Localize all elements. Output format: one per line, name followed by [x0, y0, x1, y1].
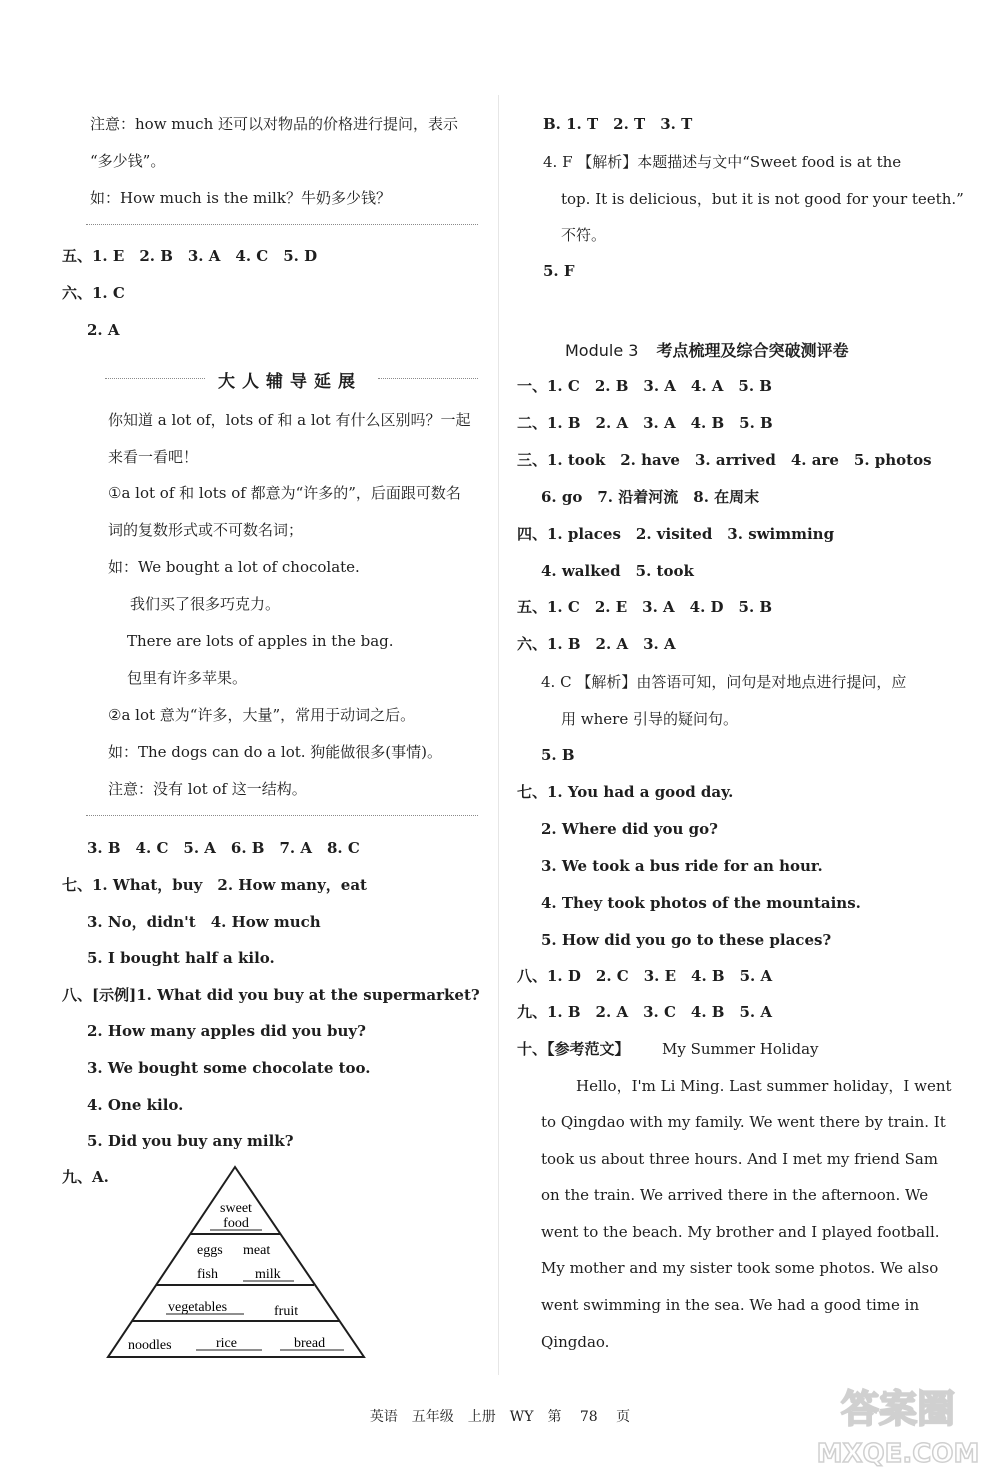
pyramid-label: food — [223, 1216, 249, 1231]
answer-line: 3. We bought some chocolate too. — [87, 1059, 371, 1077]
pyramid-label: noodles — [128, 1338, 172, 1353]
essay-title: My Summer Holiday — [662, 1040, 819, 1058]
analysis-line: 4. C 【解析】由答语可知，问句是对地点进行提问，应 — [541, 673, 907, 691]
answer-line: 3. We took a bus ride for an hour. — [541, 857, 823, 875]
essay-line: went swimming in the sea. We had a good time in — [541, 1296, 920, 1314]
module-heading — [565, 338, 848, 361]
essay-line: on the train. We arrived there in the afternoon. We — [541, 1186, 929, 1204]
dotted-divider — [105, 378, 205, 379]
pyramid-label: rice — [216, 1336, 237, 1351]
answer-section-8: 八、1. D 2. C 3. E 4. B 5. A — [517, 967, 773, 985]
answer-line: 5. Did you buy any milk? — [87, 1132, 294, 1150]
analysis-line: 不符。 — [561, 226, 607, 244]
answer-line: 4. One kilo. — [87, 1096, 184, 1114]
pyramid-label: meat — [243, 1243, 271, 1258]
answer-line: 5. F — [543, 262, 575, 280]
pyramid-label: milk — [255, 1267, 281, 1282]
answer-section-2: 二、1. B 2. A 3. A 4. B 5. B — [517, 414, 773, 432]
answer-line: 4. They took photos of the mountains. — [541, 894, 861, 912]
module-number: Module 3 — [565, 341, 639, 360]
pyramid-label: fruit — [274, 1304, 299, 1319]
essay-line: Hello，I'm Li Ming. Last summer holiday，I went — [576, 1077, 952, 1095]
pyramid-outline — [108, 1167, 364, 1357]
page-footer: 英语 五年级 上册 WY 第 78 页 — [369, 1409, 631, 1425]
answer-line: 6. go 7. 沿着河流 8. 在周末 — [541, 488, 760, 506]
answer-line: 5. B — [541, 746, 575, 764]
column-divider — [498, 95, 499, 1375]
watermark-url: MXQE.COM — [816, 1439, 980, 1469]
note-line: 注意：how much 还可以对物品的价格进行提问，表示 — [90, 115, 459, 133]
answer-line: 2. Where did you go? — [541, 820, 718, 838]
analysis-line: 用 where 引导的疑问句。 — [561, 710, 738, 728]
answer-section-4: 四、1. places 2. visited 3. swimming — [517, 525, 835, 543]
answer-section-10: 十、【参考范文】 — [517, 1040, 630, 1058]
answer-line: 3. No，didn't 4. How much — [87, 913, 321, 931]
extension-line: 如：We bought a lot of chocolate. — [108, 558, 360, 576]
analysis-line: 4. F 【解析】本题描述与文中“Sweet food is at the — [543, 153, 902, 171]
extension-line: ②a lot 意为“许多，大量”，常用于动词之后。 — [108, 706, 416, 724]
answer-section-6: 六、1. B 2. A 3. A — [517, 635, 676, 653]
extension-line: 来看一看吧！ — [108, 448, 199, 466]
answer-section-9: 九、1. B 2. A 3. C 4. B 5. A — [517, 1003, 772, 1021]
extension-line: 词的复数形式或不可数名词； — [108, 521, 304, 539]
note-line: 如：How much is the milk？牛奶多少钱？ — [90, 189, 391, 207]
essay-line: went to the beach. My brother and I played football. — [541, 1223, 940, 1241]
pyramid-label: bread — [294, 1336, 326, 1351]
answer-section-1: 一、1. C 2. B 3. A 4. A 5. B — [517, 377, 772, 395]
answer-section-b: B. 1. T 2. T 3. T — [543, 115, 693, 133]
answer-line: 2. A — [87, 321, 120, 339]
pyramid-label: vegetables — [168, 1300, 228, 1315]
essay-line: My mother and my sister took some photos. We also — [541, 1259, 939, 1277]
dotted-divider — [378, 378, 478, 379]
answer-line: 4. walked 5. took — [541, 562, 694, 580]
answer-section-7: 七、1. What，buy 2. How many，eat — [62, 876, 367, 894]
pyramid-label: fish — [197, 1267, 218, 1282]
answer-section-5: 五、1. C 2. E 3. A 4. D 5. B — [517, 598, 773, 616]
essay-line: took us about three hours. And I met my friend Sam — [541, 1150, 939, 1168]
dotted-divider — [86, 815, 478, 816]
answer-section-8: 八、[示例]1. What did you buy at the supermarket? — [62, 986, 480, 1004]
extension-line: There are lots of apples in the bag. — [127, 632, 394, 650]
module-title: 考点梳理及综合突破测评卷 — [656, 341, 849, 360]
essay-line: Qingdao. — [541, 1333, 610, 1351]
answer-section-9: 九、A. — [62, 1168, 109, 1186]
answer-section-3: 三、1. took 2. have 3. arrived 4. are 5. photos — [517, 451, 932, 469]
dotted-divider — [86, 224, 478, 225]
answer-line: 5. I bought half a kilo. — [87, 949, 275, 967]
extension-title: 大人辅导延展 — [218, 372, 362, 392]
extension-line: 你知道 a lot of，lots of 和 a lot 有什么区别吗？一起 — [108, 411, 471, 429]
note-line: “多少钱”。 — [90, 152, 166, 170]
answer-section-6: 六、1. C — [62, 284, 125, 302]
food-pyramid — [104, 1164, 370, 1364]
extension-line: 注意：没有 lot of 这一结构。 — [108, 780, 307, 798]
essay-line: to Qingdao with my family. We went there by train. It — [541, 1113, 946, 1131]
extension-line: ①a lot of 和 lots of 都意为“许多的”，后面跟可数名 — [108, 484, 461, 502]
pyramid-label: eggs — [197, 1243, 223, 1258]
pyramid-label: sweet — [220, 1201, 252, 1216]
watermark-text: 答案圈 — [840, 1387, 956, 1431]
answer-line: 3. B 4. C 5. A 6. B 7. A 8. C — [87, 839, 360, 857]
extension-line: 我们买了很多巧克力。 — [130, 595, 281, 613]
answer-section-5: 五、1. E 2. B 3. A 4. C 5. D — [62, 247, 318, 265]
extension-line: 包里有许多苹果。 — [127, 669, 248, 687]
answer-section-7: 七、1. You had a good day. — [517, 783, 734, 801]
extension-line: 如：The dogs can do a lot. 狗能做很多(事情)。 — [108, 743, 442, 761]
answer-line: 5. How did you go to these places? — [541, 931, 832, 949]
watermark-logo — [800, 1380, 995, 1470]
answer-line: 2. How many apples did you buy? — [87, 1022, 366, 1040]
analysis-line: top. It is delicious，but it is not good for your teeth.” — [561, 190, 964, 208]
